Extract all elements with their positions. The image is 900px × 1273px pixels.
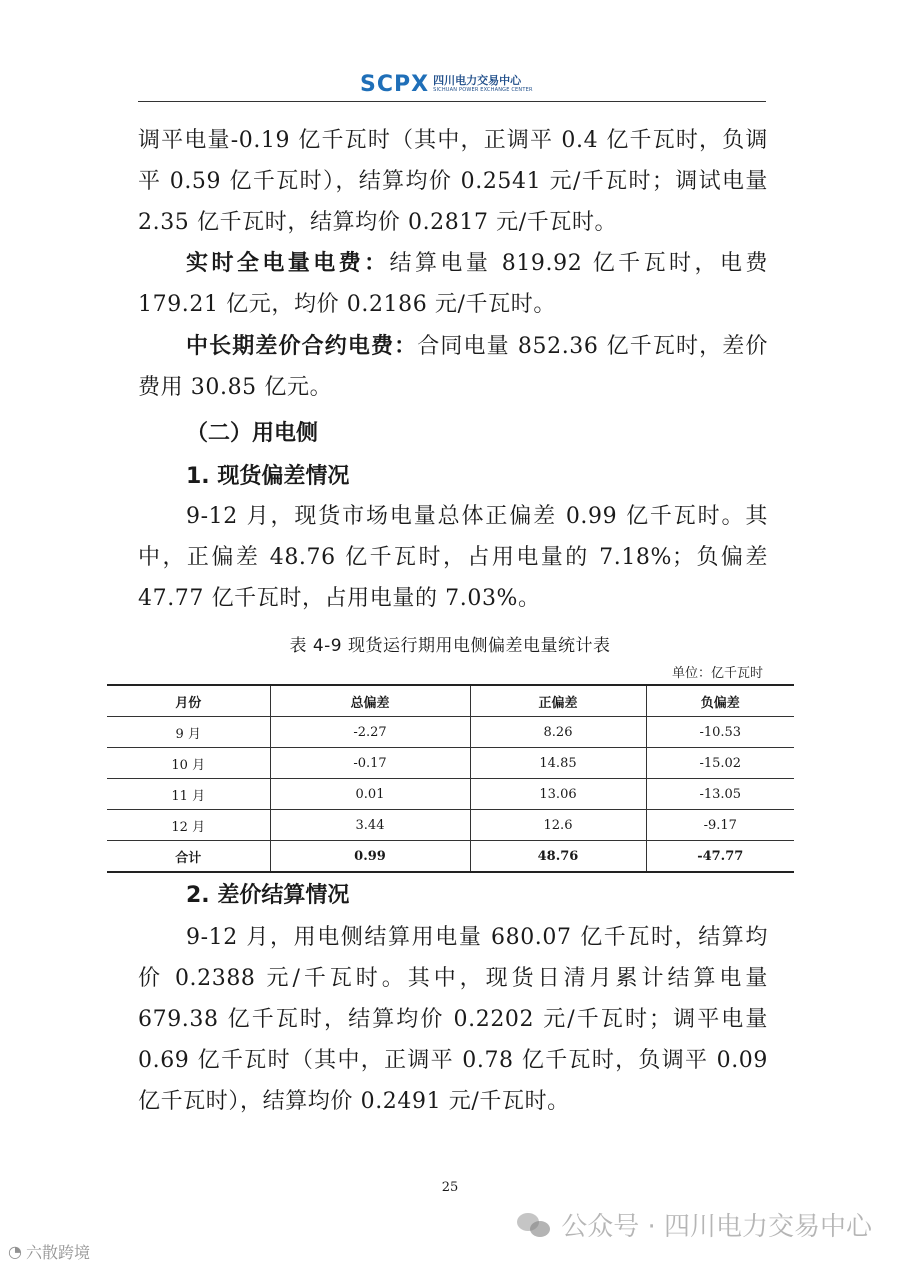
table-caption: 表 4-9 现货运行期用电侧偏差电量统计表 [289,636,611,656]
contract-fee-label: 中长期差价合约电费： [186,334,418,359]
section-heading-consumer-side: （二）用电侧 [186,421,319,446]
cell-positive: 13.06 [470,779,646,810]
weibo-icon: ◔ [8,1242,22,1261]
heading-spot-deviation: 1. 现货偏差情况 [186,464,350,489]
cell-total: -0.17 [270,748,470,779]
cell-negative: -10.53 [646,717,794,748]
realtime-fee-label: 实时全电量电费： [186,251,390,276]
weibo-watermark-text: 六散跨境 [25,1243,90,1262]
table-row [107,717,794,748]
cell-negative-sum: -47.77 [646,841,794,873]
cell-month: 9 月 [107,717,270,748]
cell-total: 0.01 [270,779,470,810]
wechat-icon [517,1211,553,1239]
page-number: 25 [441,1180,459,1195]
heading-price-difference-settlement: 2. 差价结算情况 [186,883,350,908]
deviation-table [107,684,794,873]
cell-negative: -13.05 [646,779,794,810]
weibo-watermark [8,1240,90,1263]
table-row [107,748,794,779]
cell-total: -2.27 [270,717,470,748]
cell-month: 11 月 [107,779,270,810]
cell-month: 12 月 [107,810,270,841]
table-row [107,810,794,841]
col-header-month: 月份 [107,685,270,717]
logo-chinese-name: 四川电力交易中心 [433,74,522,87]
col-header-negative-deviation: 负偏差 [646,685,794,717]
cell-total: 3.44 [270,810,470,841]
paragraph-price-difference-settlement: 9-12 月，用电侧结算用电量 680.07 亿千瓦时，结算均价 0.2388 元/千瓦时。其中，现货日清月累计结算电量 679.38 亿千瓦时，结算均价 0.2202 元/千瓦时；调平电量 0.69 亿千瓦时（其中，正调平 0.78 亿千瓦时，负调平 0.09 亿千瓦时），结算均价 0.2491 元/千瓦时。 [138,925,768,1114]
col-header-total-deviation: 总偏差 [270,685,470,717]
cell-negative: -15.02 [646,748,794,779]
table-unit: 单位：亿千瓦时 [671,666,763,681]
cell-positive: 14.85 [470,748,646,779]
table-header-row [107,685,794,717]
cell-negative: -9.17 [646,810,794,841]
wechat-watermark [517,1206,872,1243]
scpx-logo [360,70,533,98]
cell-total-sum: 0.99 [270,841,470,873]
cell-total-label: 合计 [107,841,270,873]
contract-fee-text: 合同电量 852.36 亿千瓦时，差价费用 30.85 亿元。 [138,334,768,400]
cell-positive: 8.26 [470,717,646,748]
paragraph-balancing: 调平电量-0.19 亿千瓦时（其中，正调平 0.4 亿千瓦时，负调平 0.59 亿千瓦时），结算均价 0.2541 元/千瓦时；调试电量 2.35 亿千瓦时，结算均价 0.2817 元/千瓦时。 [138,128,768,235]
table-row [107,779,794,810]
table-total-row [107,841,794,873]
page-header [138,66,766,102]
cell-month: 10 月 [107,748,270,779]
logo-mark: SCPX [360,71,430,97]
paragraph-contract-fee [138,326,768,408]
header-divider [138,101,766,102]
col-header-positive-deviation: 正偏差 [470,685,646,717]
realtime-fee-text: 结算电量 819.92 亿千瓦时，电费 179.21 亿元，均价 0.2186 元/千瓦时。 [138,251,768,317]
wechat-watermark-text: 公众号 · 四川电力交易中心 [561,1212,872,1242]
paragraph-spot-deviation: 9-12 月，现货市场电量总体正偏差 0.99 亿千瓦时。其中，正偏差 48.76 亿千瓦时，占用电量的 7.18%；负偏差 47.77 亿千瓦时，占用电量的 7.03%。 [138,504,768,611]
cell-positive-sum: 48.76 [470,841,646,873]
logo-english-name: SICHUAN POWER EXCHANGE CENTER [433,87,533,93]
paragraph-realtime-fee [138,243,768,325]
cell-positive: 12.6 [470,810,646,841]
